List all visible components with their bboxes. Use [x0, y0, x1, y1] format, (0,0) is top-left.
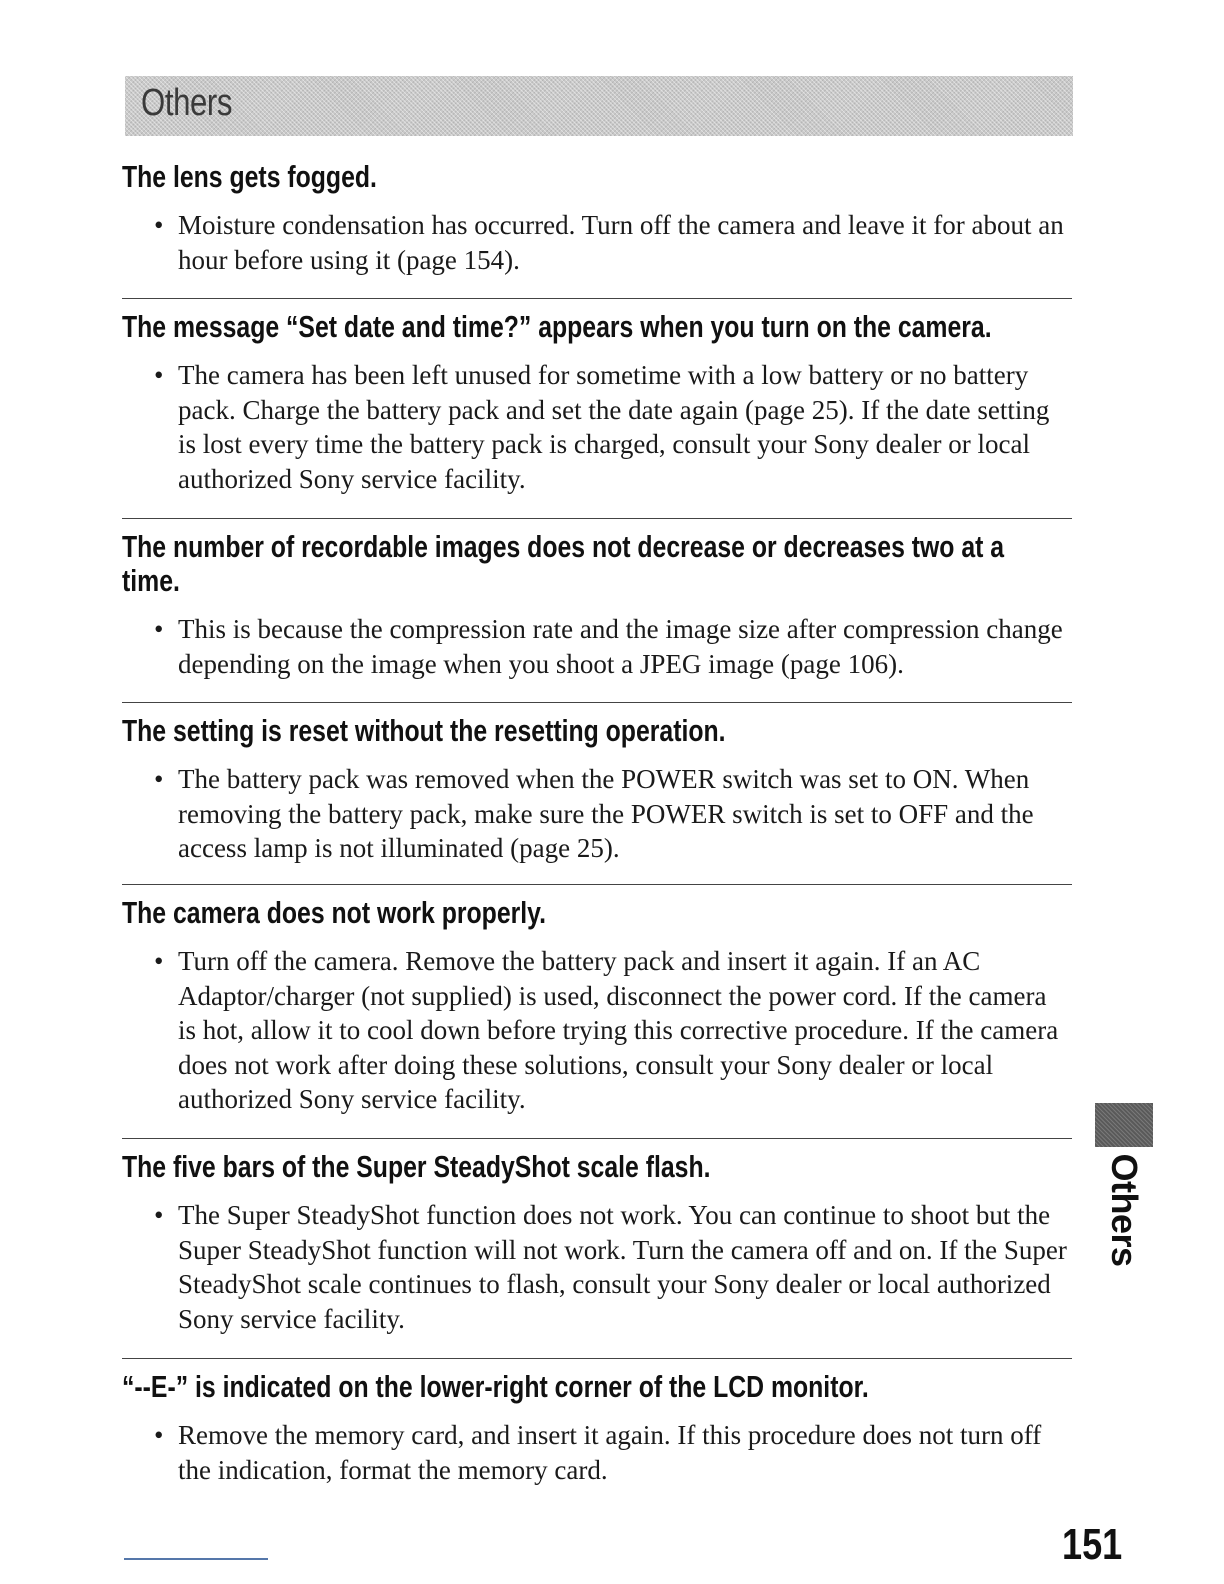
- item-bullet: [154, 612, 1068, 681]
- item-bullet: [154, 762, 1068, 866]
- bullet-mark: •: [154, 210, 164, 240]
- item-text: This is because the compression rate and the image size after compression change depending on the image when you shoot a JPEG image (page 106).: [178, 614, 1063, 679]
- troubleshooting-item: [122, 160, 1077, 277]
- bullet-mark: •: [154, 614, 164, 644]
- item-text: Turn off the camera. Remove the battery pack and insert it again. If an AC Adaptor/charger (not supplied) is used, disconnect the power cord. If the camera is hot, allow it to cool down before trying this corrective procedure. If the camera does not work after doing these solutions, consult your Sony dealer or local authorized Sony service facility.: [178, 946, 1059, 1114]
- divider: [122, 1358, 1072, 1359]
- item-text: The battery pack was removed when the POWER switch was set to ON. When removing the battery pack, make sure the POWER switch is set to OFF and the access lamp is not illuminated (page 25).: [178, 764, 1034, 863]
- divider: [122, 298, 1072, 299]
- item-text: Moisture condensation has occurred. Turn off the camera and leave it for about an hour before using it (page 154).: [178, 210, 1064, 275]
- section-banner: [125, 76, 1073, 136]
- item-heading: The camera does not work properly.: [122, 895, 547, 930]
- item-heading: The lens gets fogged.: [122, 159, 377, 194]
- item-bullet: [154, 944, 1068, 1117]
- item-bullet: [154, 358, 1068, 496]
- item-heading: “--E-” is indicated on the lower-right corner of the LCD monitor.: [122, 1369, 869, 1404]
- divider: [122, 518, 1072, 519]
- troubleshooting-item: [122, 714, 1077, 866]
- item-text: The camera has been left unused for sometime with a low battery or no battery pack. Charge the battery pack and set the date again (page 25). If the date setting is lost every time the battery pack is charged, consult your Sony dealer or local authorized Sony service facility.: [178, 360, 1050, 494]
- troubleshooting-item: [122, 1150, 1077, 1336]
- troubleshooting-item: [122, 530, 1077, 681]
- bullet-mark: •: [154, 946, 164, 976]
- item-text: The Super SteadyShot function does not work. You can continue to shoot but the Super SteadyShot function will not work. Turn the camera off and on. If the Super SteadyShot scale continues to flash, consult your Sony dealer or local authorized Sony service facility.: [178, 1200, 1067, 1334]
- page-number: 151: [1062, 1520, 1123, 1569]
- divider: [122, 702, 1072, 703]
- footer-rule: [124, 1558, 268, 1560]
- divider: [122, 1138, 1072, 1139]
- bullet-mark: •: [154, 1200, 164, 1230]
- divider: [122, 884, 1072, 885]
- item-bullet: [154, 208, 1068, 277]
- section-title: Others: [141, 82, 233, 124]
- troubleshooting-item: [122, 310, 1077, 496]
- item-text: Remove the memory card, and insert it again. If this procedure does not turn off the indication, format the memory card.: [178, 1420, 1042, 1485]
- troubleshooting-item: [122, 896, 1077, 1117]
- bullet-mark: •: [154, 1420, 164, 1450]
- side-tab-marker: [1095, 1103, 1153, 1147]
- troubleshooting-item: [122, 1370, 1077, 1487]
- bullet-mark: •: [154, 764, 164, 794]
- item-bullet: [154, 1418, 1068, 1487]
- item-bullet: [154, 1198, 1068, 1336]
- item-heading: The five bars of the Super SteadyShot scale flash.: [122, 1149, 711, 1184]
- item-heading: The message “Set date and time?” appears when you turn on the camera.: [122, 309, 992, 344]
- bullet-mark: •: [154, 360, 164, 390]
- item-heading: The number of recordable images does not decrease or decreases two at a time.: [122, 529, 1005, 598]
- item-heading: The setting is reset without the resetting operation.: [122, 713, 726, 748]
